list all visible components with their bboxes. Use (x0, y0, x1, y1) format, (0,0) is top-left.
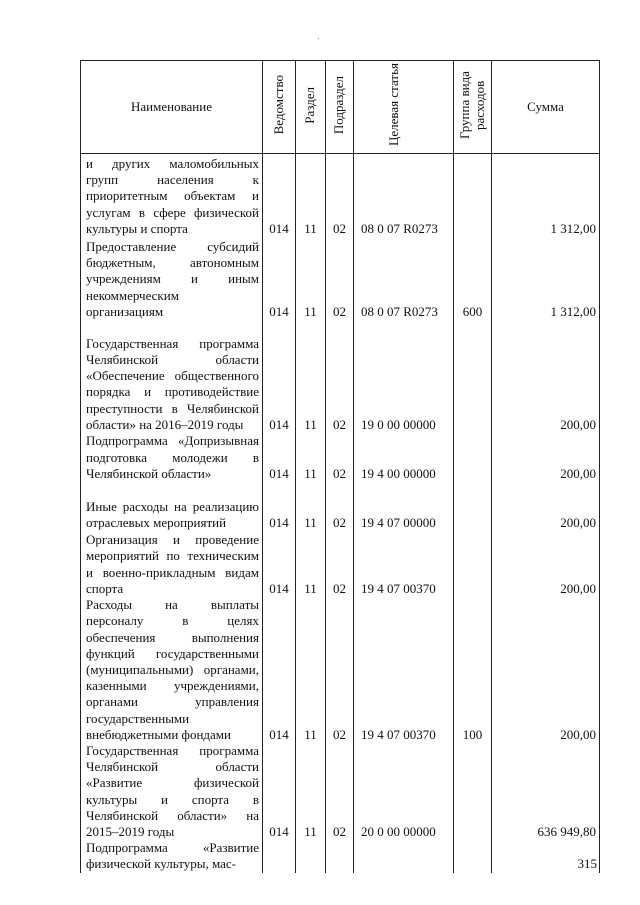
header-section-text: Раздел (302, 86, 318, 124)
row-expense-group (454, 154, 492, 238)
header-row (81, 61, 600, 154)
header-target-text: Целевая статья (385, 63, 401, 147)
row-name: Организация и проведение мероприятий по техническим и военно-прикладным видам спорта (81, 531, 263, 597)
row-subsection: 02 (326, 482, 354, 531)
header-expense-group-text: Группа вида расходов (456, 71, 487, 139)
row-dept: 014 (263, 482, 296, 531)
row-section: 11 (296, 320, 326, 433)
row-expense-group (454, 320, 492, 433)
header-target (354, 61, 454, 154)
header-subsection-text: Подраздел (331, 75, 347, 135)
table-row (81, 840, 600, 872)
row-target: 20 0 00 00000 (354, 743, 454, 840)
row-name: Предоставление субсидий бюджетным, автономным учреждениям и иным некоммерческим организациям (81, 237, 263, 320)
row-target: 19 4 07 00000 (354, 482, 454, 531)
row-dept: 014 (263, 320, 296, 433)
row-expense-group: 600 (454, 237, 492, 320)
scan-dot (318, 38, 319, 39)
table-row (81, 154, 600, 238)
row-target: 08 0 07 R0273 (354, 154, 454, 238)
row-dept: 014 (263, 743, 296, 840)
row-section: 11 (296, 482, 326, 531)
row-subsection: 02 (326, 531, 354, 597)
row-dept: 014 (263, 237, 296, 320)
row-target: 08 0 07 R0273 (354, 237, 454, 320)
header-section (296, 61, 326, 154)
page-number: 315 (577, 856, 597, 871)
row-section: 11 (296, 433, 326, 482)
row-dept (263, 840, 296, 872)
table-row (81, 482, 600, 531)
header-expense-group (454, 61, 492, 154)
row-dept: 014 (263, 597, 296, 743)
table-row (81, 433, 600, 482)
table-row (81, 237, 600, 320)
row-target: 19 0 00 00000 (354, 320, 454, 433)
row-dept: 014 (263, 433, 296, 482)
table-row (81, 597, 600, 743)
row-name: Расходы на выплаты персоналу в целях обеспечения выполнения функций государственными (муниципальными) органами, казенными учреждениями, органами управления государственными внебюджетными фондами (81, 597, 263, 743)
header-name (81, 61, 263, 154)
row-subsection: 02 (326, 743, 354, 840)
header-dept (263, 61, 296, 154)
row-target (354, 840, 454, 872)
row-expense-group (454, 840, 492, 872)
header-name-text: Наименование (131, 99, 212, 114)
row-subsection (326, 840, 354, 872)
row-section: 11 (296, 597, 326, 743)
row-amount: 636 949,80 (492, 743, 600, 840)
row-name: и других маломобильных групп населения к приоритетным объектам и услугам в сфере физической культуры и спорта (81, 154, 263, 238)
row-amount: 1 312,00 (492, 237, 600, 320)
row-target: 19 4 07 00370 (354, 597, 454, 743)
row-target: 19 4 07 00370 (354, 531, 454, 597)
row-section: 11 (296, 237, 326, 320)
table-row (81, 531, 600, 597)
row-expense-group (454, 433, 492, 482)
row-expense-group (454, 531, 492, 597)
row-section (296, 840, 326, 872)
row-expense-group (454, 743, 492, 840)
header-subsection (326, 61, 354, 154)
row-expense-group (454, 482, 492, 531)
row-amount: 200,00 (492, 433, 600, 482)
row-section: 11 (296, 531, 326, 597)
row-name: Государственная программа Челябинской области «Развитие физической культуры и спорта в Челябинской области» на 2015–2019 годы (81, 743, 263, 840)
header-amount (492, 61, 600, 154)
row-section: 11 (296, 743, 326, 840)
row-amount: 200,00 (492, 597, 600, 743)
table-row (81, 743, 600, 840)
row-subsection: 02 (326, 154, 354, 238)
row-subsection: 02 (326, 433, 354, 482)
row-subsection: 02 (326, 237, 354, 320)
row-amount: 200,00 (492, 320, 600, 433)
row-name: Подпрограмма «Развитие физической культуры, мас- (81, 840, 263, 872)
row-amount: 1 312,00 (492, 154, 600, 238)
row-subsection: 02 (326, 597, 354, 743)
row-amount: 200,00 (492, 531, 600, 597)
row-subsection: 02 (326, 320, 354, 433)
row-target: 19 4 00 00000 (354, 433, 454, 482)
row-section: 11 (296, 154, 326, 238)
row-amount: 200,00 (492, 482, 600, 531)
row-name: Государственная программа Челябинской области «Обеспечение общественного порядка и противодействие преступности в Челябинской области» на 2016–2019 годы (81, 320, 263, 433)
row-expense-group: 100 (454, 597, 492, 743)
header-amount-text: Сумма (527, 99, 564, 114)
table-row (81, 320, 600, 433)
budget-table (80, 60, 600, 873)
row-name: Иные расходы на реализацию отраслевых мероприятий (81, 482, 263, 531)
row-dept: 014 (263, 154, 296, 238)
row-name: Подпрограмма «Допризывная подготовка молодежи в Челябинской области» (81, 433, 263, 482)
header-dept-text: Ведомство (270, 75, 286, 135)
row-dept: 014 (263, 531, 296, 597)
